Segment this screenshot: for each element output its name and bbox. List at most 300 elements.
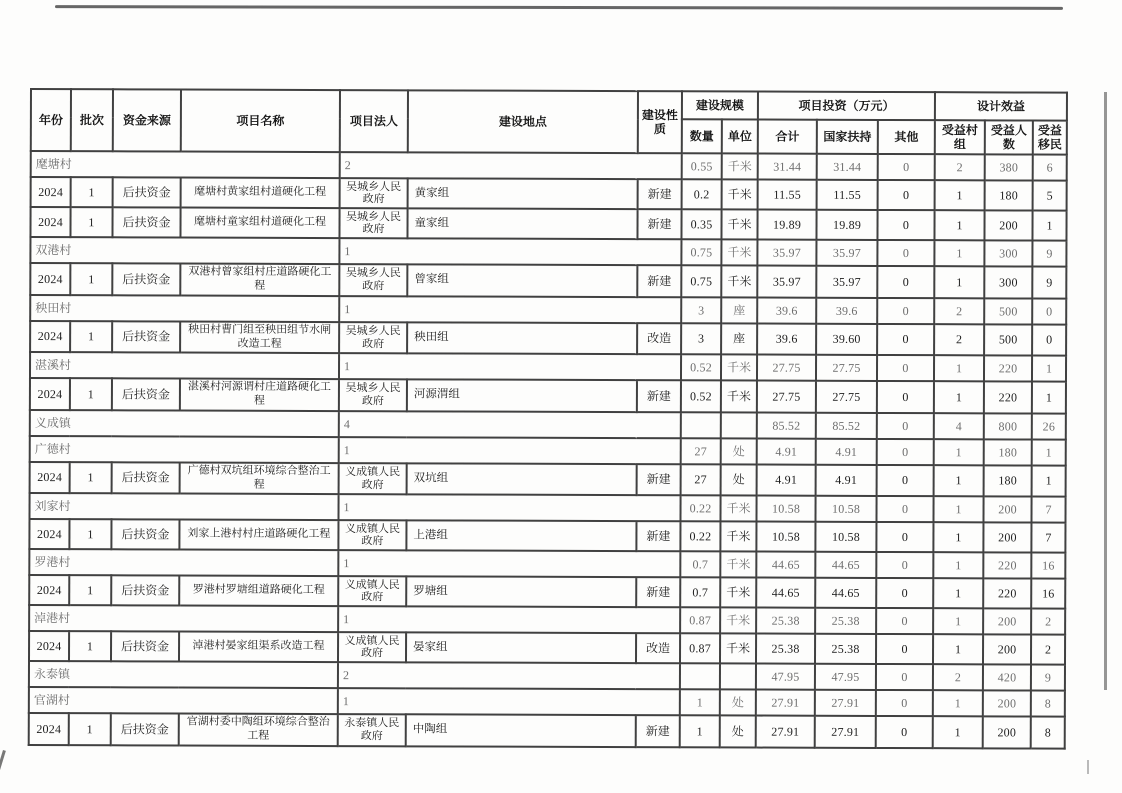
col-header-batch: 批次 [71,89,113,151]
benefit-people-cell: 200 [985,211,1033,241]
project-row [30,263,1066,298]
fund-source-cell: 后扶资金 [112,321,180,353]
state-support-cell: 47.95 [815,664,876,690]
nature-cell: 改造 [637,323,681,355]
total-cell: 39.6 [757,323,816,355]
total-cell: 27.75 [757,381,816,413]
state-support-cell: 27.91 [815,690,876,716]
project-name-cell: 湛溪村河源谓村庄道路硬化工程 [180,379,339,411]
benefit-people-cell: 200 [983,609,1031,635]
benefit-migrants-cell: 16 [1031,553,1065,579]
benefit-villages-cell: 2 [935,154,985,180]
project-row [29,631,1065,665]
state-support-cell: 11.55 [817,180,878,210]
year-cell: 2024 [30,263,70,295]
project-count-cell: 1 [338,606,680,633]
total-cell: 27.75 [757,355,816,381]
project-count-cell: 1 [338,688,680,715]
group-subtotal-row [29,605,1065,635]
legal-person-cell: 义成镇人民政府 [338,576,406,606]
state-support-cell: 44.65 [815,578,876,608]
col-group-investment: 项目投资（万元） [758,92,935,121]
other-cell: 0 [877,465,934,497]
benefit-migrants-cell: 2 [1031,609,1065,635]
project-count-cell: 1 [338,550,680,577]
location-cell: 上港组 [406,521,636,552]
unit-cell: 千米 [721,210,757,240]
project-row [30,462,1066,497]
benefit-people-cell: 420 [983,665,1031,691]
fund-source-cell: 后扶资金 [111,520,179,550]
benefit-migrants-cell: 0 [1032,324,1066,356]
quantity-cell: 0.22 [680,496,720,522]
state-support-cell: 25.38 [815,634,876,664]
header-row-1 [31,89,1067,121]
state-support-cell: 10.58 [815,522,876,552]
unit-cell: 千米 [720,522,756,552]
other-cell: 0 [877,240,934,266]
batch-cell: 1 [69,575,111,605]
group-name-cell: 永泰镇 [29,661,338,688]
project-count-cell: 4 [339,411,681,438]
quantity-cell [681,412,721,438]
benefit-villages-cell: 1 [933,690,983,716]
project-name-cell: 罗港村罗塘组道路硬化工程 [179,576,338,607]
legal-person-cell: 吴城乡人民政府 [339,322,407,354]
total-cell: 31.44 [758,154,817,180]
other-cell: 0 [877,298,934,324]
benefit-migrants-cell: 7 [1031,523,1065,553]
batch-cell: 1 [70,378,112,410]
benefit-people-cell: 300 [984,241,1032,267]
state-support-cell: 44.65 [815,552,876,578]
col-header-legal-person: 项目法人 [340,90,408,153]
col-header-state-support: 国家扶持 [817,120,878,155]
benefit-migrants-cell: 9 [1032,241,1066,267]
project-count-cell: 2 [338,662,680,689]
col-group-scale: 建设规模 [682,91,758,119]
project-count-cell: 1 [339,238,681,265]
benefit-people-cell: 380 [985,155,1033,181]
col-header-year: 年份 [31,89,71,151]
col-header-other: 其他 [878,120,935,155]
benefit-migrants-cell: 1 [1032,439,1066,465]
group-subtotal-row [29,661,1065,691]
scan-artifact-right-line [1104,92,1107,690]
quantity-cell: 3 [681,323,721,355]
group-name-cell: 刘家村 [29,493,338,520]
batch-cell: 1 [69,631,111,661]
year-cell: 2024 [31,177,71,207]
unit-cell: 千米 [722,154,758,180]
state-support-cell: 4.91 [816,465,877,497]
quantity-cell: 1 [680,716,720,748]
legal-person-cell: 吴城乡人民政府 [339,379,407,411]
quantity-cell: 0.52 [681,355,721,381]
benefit-migrants-cell: 6 [1033,155,1067,181]
quantity-cell: 3 [681,297,721,323]
group-subtotal-row [30,436,1066,466]
fund-source-cell: 后扶资金 [112,379,180,411]
state-support-cell: 35.97 [816,240,877,266]
project-count-cell: 1 [339,353,681,380]
legal-person-cell: 吴城乡人民政府 [339,264,407,296]
group-name-cell: 官湖村 [29,687,338,714]
total-cell: 4.91 [757,438,816,464]
year-cell: 2024 [29,631,69,661]
quantity-cell: 27 [681,438,721,464]
unit-cell: 千米 [721,240,757,266]
other-cell: 0 [876,608,933,634]
year-cell: 2024 [29,575,69,605]
location-cell: 晏家组 [406,633,636,664]
state-support-cell: 39.60 [816,324,877,356]
unit-cell: 处 [720,690,756,716]
unit-cell: 千米 [722,180,758,210]
unit-cell: 千米 [721,381,757,413]
year-cell: 2024 [30,321,70,353]
legal-person-cell: 吴城乡人民政府 [339,208,407,238]
scan-artifact-top-line [55,5,1063,10]
group-subtotal-row [30,410,1066,440]
benefit-people-cell: 300 [984,267,1032,299]
state-support-cell: 27.75 [816,355,877,381]
year-cell: 2024 [30,207,70,237]
benefit-migrants-cell: 2 [1031,635,1065,665]
fund-source-cell: 后扶资金 [112,208,180,238]
location-cell: 黄家组 [408,179,638,210]
state-support-cell: 27.91 [815,716,876,748]
batch-cell: 1 [69,713,111,745]
other-cell: 0 [878,154,935,180]
nature-cell: 新建 [637,265,681,297]
total-cell: 44.65 [756,552,815,578]
col-header-total: 合计 [758,120,817,155]
fund-source-cell: 后扶资金 [111,714,179,746]
group-name-cell: 秧田村 [30,295,339,322]
quantity-cell: 0.7 [680,552,720,578]
unit-cell: 座 [721,297,757,323]
benefit-villages-cell: 2 [934,324,984,356]
col-header-nature: 建设性质 [638,91,682,153]
col-header-location: 建设地点 [408,90,638,153]
quantity-cell [680,664,720,690]
total-cell: 25.38 [756,608,815,634]
benefit-migrants-cell: 1 [1032,382,1066,414]
unit-cell: 千米 [720,608,756,634]
benefit-people-cell: 200 [983,523,1031,553]
quantity-cell: 27 [681,464,721,496]
group-name-cell: 麾塘村 [31,151,340,178]
batch-cell: 1 [70,321,112,353]
location-cell: 河源渭组 [407,380,637,412]
project-name-cell: 秧田村曹门组至秧田组节水闸改造工程 [180,321,339,353]
quantity-cell: 0.55 [682,154,722,180]
unit-cell [721,412,757,438]
benefit-migrants-cell: 7 [1032,497,1066,523]
group-name-cell: 广德村 [30,436,339,463]
total-cell: 27.91 [756,716,815,748]
project-count-cell: 1 [339,296,681,323]
nature-cell: 新建 [637,209,681,239]
benefit-migrants-cell: 16 [1031,579,1065,609]
total-cell: 85.52 [757,412,816,438]
project-row [29,713,1065,748]
nature-cell: 新建 [637,380,681,412]
benefit-people-cell: 180 [985,181,1033,211]
group-subtotal-row [29,687,1065,717]
quantity-cell: 0.2 [682,180,722,210]
group-name-cell: 淖港村 [29,605,338,632]
total-cell: 10.58 [757,496,816,522]
state-support-cell: 27.75 [816,381,877,413]
project-row [31,177,1067,211]
state-support-cell: 25.38 [815,608,876,634]
quantity-cell: 0.75 [681,240,721,266]
benefit-villages-cell: 1 [933,608,983,634]
other-cell: 0 [876,664,933,690]
other-cell: 0 [877,413,934,439]
unit-cell: 千米 [721,266,757,298]
total-cell: 19.89 [757,210,816,240]
benefit-migrants-cell: 1 [1032,465,1066,497]
location-cell: 秧田组 [407,322,637,354]
col-header-fund-source: 资金来源 [113,89,181,152]
table-header [31,89,1067,155]
other-cell: 0 [876,634,933,664]
col-header-benefit-migrants: 受益移民 [1033,121,1067,155]
nature-cell: 新建 [636,577,680,607]
benefit-migrants-cell: 9 [1031,665,1065,691]
other-cell: 0 [877,381,934,413]
group-subtotal-row [30,295,1066,325]
total-cell: 11.55 [758,180,817,210]
scan-artifact-bottom-right-dash [1087,760,1089,774]
benefit-villages-cell: 1 [933,552,983,578]
other-cell: 0 [876,690,933,716]
project-row [29,575,1065,609]
benefit-people-cell: 200 [983,717,1031,749]
project-row [29,519,1065,553]
group-name-cell: 罗港村 [29,549,338,576]
benefit-migrants-cell: 8 [1031,691,1065,717]
benefit-people-cell: 500 [984,324,1032,356]
benefit-people-cell: 220 [983,579,1031,609]
group-subtotal-row [30,237,1066,267]
total-cell: 39.6 [757,297,816,323]
total-cell: 35.97 [757,266,816,298]
benefit-migrants-cell: 0 [1032,298,1066,324]
benefit-people-cell: 800 [984,413,1032,439]
fund-source-cell: 后扶资金 [111,632,179,662]
year-cell: 2024 [29,519,69,549]
project-row [30,378,1066,413]
project-investment-table [28,88,1068,749]
batch-cell: 1 [70,207,112,237]
benefit-people-cell: 200 [984,497,1032,523]
unit-cell: 处 [721,438,757,464]
unit-cell: 处 [720,716,756,748]
benefit-villages-cell: 1 [934,240,984,266]
benefit-migrants-cell: 26 [1032,413,1066,439]
batch-cell: 1 [70,263,112,295]
table-body [29,151,1067,748]
benefit-villages-cell: 1 [934,355,984,381]
state-support-cell: 39.6 [816,298,877,324]
fund-source-cell: 后扶资金 [112,462,180,494]
location-cell: 童家组 [407,209,637,240]
group-name-cell: 义成镇 [30,410,339,437]
col-header-benefit-villages: 受益村组 [935,120,985,154]
state-support-cell: 10.58 [816,496,877,522]
other-cell: 0 [876,578,933,608]
total-cell: 4.91 [757,464,816,496]
project-row [30,321,1066,356]
state-support-cell: 31.44 [817,154,878,180]
legal-person-cell: 吴城乡人民政府 [340,178,408,208]
other-cell: 0 [876,522,933,552]
year-cell: 2024 [30,378,70,410]
benefit-villages-cell: 1 [935,180,985,210]
scan-artifact-corner-mark [0,750,6,793]
group-subtotal-row [31,151,1067,181]
nature-cell: 新建 [636,521,680,551]
batch-cell: 1 [69,519,111,549]
unit-cell: 千米 [721,355,757,381]
benefit-villages-cell: 2 [934,298,984,324]
benefit-villages-cell: 1 [933,716,983,748]
project-name-cell: 双港村曾家组村庄道路硬化工程 [180,264,339,296]
project-name-cell: 淖港村晏家组渠系改造工程 [179,632,338,663]
unit-cell: 千米 [720,552,756,578]
quantity-cell: 0.87 [680,608,720,634]
benefit-people-cell: 220 [984,382,1032,414]
location-cell: 曾家组 [407,265,637,297]
location-cell: 罗塘组 [406,577,636,608]
batch-cell: 1 [71,177,113,207]
unit-cell: 处 [721,464,757,496]
group-subtotal-row [29,493,1065,523]
benefit-villages-cell: 1 [934,266,984,298]
project-name-cell: 麾塘村童家组村道硬化工程 [180,208,339,239]
nature-cell: 新建 [637,464,681,496]
benefit-people-cell: 180 [984,465,1032,497]
project-count-cell: 1 [338,494,680,521]
benefit-villages-cell: 1 [933,634,983,664]
other-cell: 0 [877,266,934,298]
col-group-benefit: 设计效益 [935,92,1067,120]
state-support-cell: 4.91 [816,439,877,465]
other-cell: 0 [876,716,933,748]
quantity-cell: 1 [680,690,720,716]
benefit-people-cell: 180 [984,439,1032,465]
legal-person-cell: 义成镇人民政府 [338,520,406,550]
benefit-villages-cell: 1 [935,210,985,240]
project-name-cell: 麾塘村黄家组村道硬化工程 [181,178,340,209]
other-cell: 0 [876,552,933,578]
benefit-people-cell: 500 [984,298,1032,324]
project-name-cell: 官湖村委中陶组环境综合整治工程 [179,714,338,746]
benefit-villages-cell: 1 [934,439,984,465]
benefit-people-cell: 220 [983,553,1031,579]
group-name-cell: 湛溪村 [30,352,339,379]
unit-cell [720,664,756,690]
project-row [30,207,1066,241]
other-cell: 0 [877,324,934,356]
nature-cell: 新建 [636,715,680,747]
legal-person-cell: 义成镇人民政府 [339,463,407,495]
state-support-cell: 85.52 [816,413,877,439]
project-name-cell: 广德村双坑组环境综合整治工程 [180,462,339,494]
group-subtotal-row [29,549,1065,579]
unit-cell: 千米 [720,634,756,664]
unit-cell: 千米 [720,578,756,608]
total-cell: 25.38 [756,634,815,664]
benefit-villages-cell: 2 [933,664,983,690]
benefit-migrants-cell: 1 [1032,356,1066,382]
benefit-migrants-cell: 9 [1032,267,1066,299]
quantity-cell: 0.75 [681,266,721,298]
benefit-villages-cell: 1 [934,496,984,522]
project-count-cell: 2 [340,152,682,179]
benefit-people-cell: 200 [983,635,1031,665]
legal-person-cell: 义成镇人民政府 [338,632,406,662]
fund-source-cell: 后扶资金 [111,576,179,606]
nature-cell: 新建 [638,179,682,209]
other-cell: 0 [878,180,935,210]
benefit-migrants-cell: 8 [1031,717,1065,749]
col-header-benefit-people: 受益人数 [985,120,1033,154]
total-cell: 27.91 [756,690,815,716]
location-cell: 中陶组 [406,715,636,747]
col-header-quantity: 数量 [682,119,722,153]
location-cell: 双坑组 [407,463,637,495]
other-cell: 0 [877,439,934,465]
quantity-cell: 0.35 [681,210,721,240]
total-cell: 10.58 [756,522,815,552]
total-cell: 47.95 [756,664,815,690]
benefit-people-cell: 200 [983,691,1031,717]
quantity-cell: 0.87 [680,634,720,664]
year-cell: 2024 [29,713,69,745]
unit-cell: 千米 [720,496,756,522]
legal-person-cell: 永泰镇人民政府 [338,714,406,746]
fund-source-cell: 后扶资金 [112,264,180,296]
benefit-villages-cell: 1 [934,381,984,413]
benefit-people-cell: 220 [984,356,1032,382]
quantity-cell: 0.7 [680,578,720,608]
total-cell: 44.65 [756,578,815,608]
col-header-project-name: 项目名称 [181,90,340,153]
benefit-migrants-cell: 1 [1033,211,1067,241]
batch-cell: 1 [70,462,112,494]
benefit-villages-cell: 1 [933,578,983,608]
other-cell: 0 [877,496,934,522]
col-header-unit: 单位 [722,119,758,153]
other-cell: 0 [877,355,934,381]
total-cell: 35.97 [757,240,816,266]
project-count-cell: 1 [339,437,681,464]
year-cell: 2024 [30,462,70,494]
unit-cell: 座 [721,323,757,355]
nature-cell: 改造 [636,633,680,663]
benefit-migrants-cell: 5 [1033,181,1067,211]
other-cell: 0 [877,210,934,240]
benefit-villages-cell: 4 [934,413,984,439]
quantity-cell: 0.52 [681,381,721,413]
group-name-cell: 双港村 [30,237,339,264]
quantity-cell: 0.22 [680,522,720,552]
